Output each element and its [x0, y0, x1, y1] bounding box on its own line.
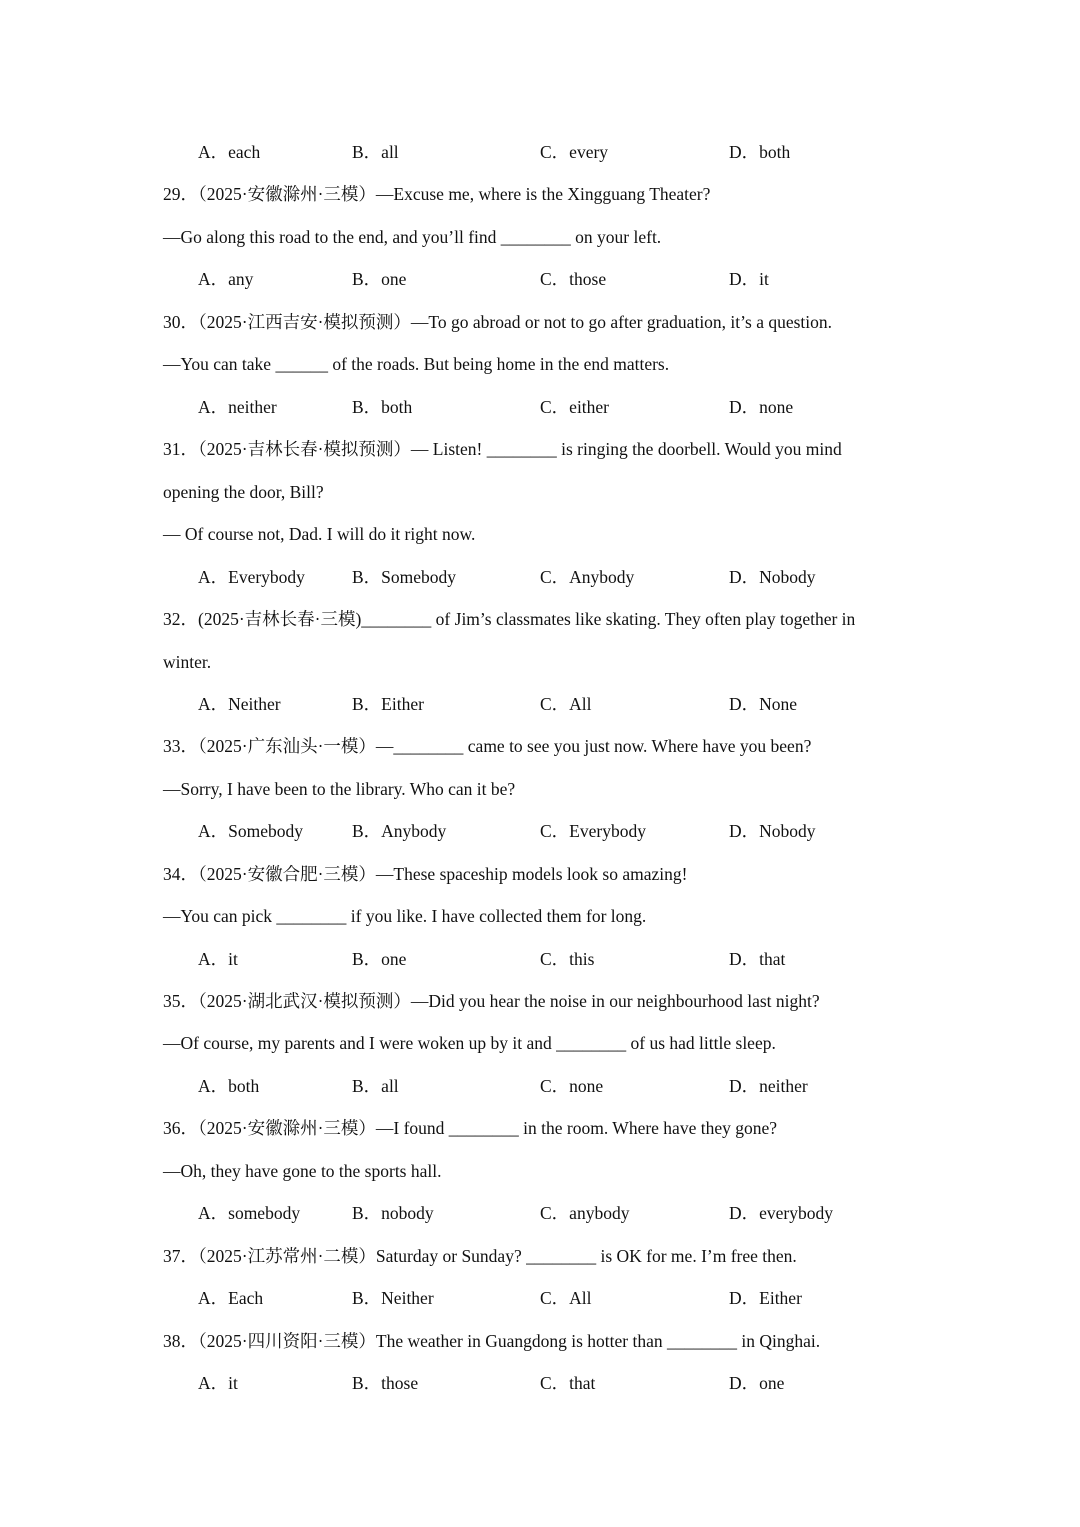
options-row-q31 [198, 566, 1018, 588]
option-c: C．every [540, 142, 609, 162]
options-row-q36 [198, 1202, 1018, 1224]
option-d: D．Nobody [729, 821, 816, 841]
option-d: D．neither [729, 1076, 808, 1096]
option-c: C．All [540, 694, 592, 714]
option-d: D．both [729, 142, 791, 162]
option-d: D．none [729, 397, 794, 417]
option-a: A．both [198, 1076, 260, 1096]
question-34-line-1: 34．（2025·安徽合肥·三模）—These spaceship models look so amazing! [163, 864, 688, 884]
option-a: A．Neither [198, 694, 281, 714]
option-b: B．Anybody [352, 821, 447, 841]
option-d: D．None [729, 694, 798, 714]
option-c: C．this [540, 949, 595, 969]
option-b: B．all [352, 142, 399, 162]
option-d: D．everybody [729, 1203, 834, 1223]
options-row-q35 [198, 1075, 1018, 1097]
option-b: B．Somebody [352, 567, 457, 587]
question-33-line-1: 33．（2025·广东汕头·一模）—________ came to see you just now. Where have you been? [163, 736, 812, 756]
question-33-line-2: —Sorry, I have been to the library. Who can it be? [163, 779, 516, 799]
options-row-q28 [198, 141, 1018, 163]
option-b: B．Neither [352, 1288, 434, 1308]
option-d: D．one [729, 1373, 785, 1393]
option-b: B．those [352, 1373, 419, 1393]
option-b: B．one [352, 269, 407, 289]
option-c: C．All [540, 1288, 592, 1308]
option-d: D．Either [729, 1288, 802, 1308]
options-row-q32 [198, 693, 1018, 715]
option-c: C．Everybody [540, 821, 646, 841]
options-row-q30 [198, 396, 1018, 418]
question-34-line-2: —You can pick ________ if you like. I have collected them for long. [163, 906, 647, 926]
options-row-q37 [198, 1287, 1018, 1309]
question-35-line-1: 35．（2025·湖北武汉·模拟预测）—Did you hear the noise in our neighbourhood last night? [163, 991, 820, 1011]
option-a: A．Everybody [198, 567, 305, 587]
options-row-q38 [198, 1372, 1018, 1394]
question-37-line-1: 37．（2025·江苏常州·二模）Saturday or Sunday? ________ is OK for me. I’m free then. [163, 1246, 797, 1266]
question-31-line-2: opening the door, Bill? [163, 482, 324, 502]
option-a: A．somebody [198, 1203, 301, 1223]
option-b: B．Either [352, 694, 424, 714]
option-d: D．Nobody [729, 567, 816, 587]
option-a: A．neither [198, 397, 277, 417]
option-b: B．nobody [352, 1203, 434, 1223]
question-29-line-1: 29．（2025·安徽滁州·三模）—Excuse me, where is the Xingguang Theater? [163, 184, 711, 204]
options-row-q33 [198, 820, 1018, 842]
question-32-line-1: 32．(2025·吉林长春·三模)________ of Jim’s classmates like skating. They often play together in [163, 609, 856, 629]
options-row-q29 [198, 268, 1018, 290]
option-a: A．Each [198, 1288, 264, 1308]
option-a: A．it [198, 1373, 238, 1393]
question-29-line-2: —Go along this road to the end, and you’ll find ________ on your left. [163, 227, 662, 247]
option-a: A．Somebody [198, 821, 303, 841]
option-a: A．any [198, 269, 254, 289]
option-c: C．that [540, 1373, 596, 1393]
option-d: D．it [729, 269, 769, 289]
option-c: C．either [540, 397, 610, 417]
question-38-line-1: 38．（2025·四川资阳·三模）The weather in Guangdong is hotter than ________ in Qinghai. [163, 1331, 821, 1351]
option-d: D．that [729, 949, 786, 969]
question-35-line-2: —Of course, my parents and I were woken up by it and ________ of us had little sleep. [163, 1033, 776, 1053]
option-a: A．each [198, 142, 261, 162]
question-36-line-2: —Oh, they have gone to the sports hall. [163, 1161, 442, 1181]
question-30-line-2: —You can take ______ of the roads. But being home in the end matters. [163, 354, 670, 374]
option-b: B．both [352, 397, 413, 417]
option-c: C．none [540, 1076, 604, 1096]
option-c: C．anybody [540, 1203, 630, 1223]
option-b: B．all [352, 1076, 399, 1096]
question-32-line-2: winter. [163, 652, 212, 672]
question-30-line-1: 30．（2025·江西吉安·模拟预测）—To go abroad or not to go after graduation, it’s a question. [163, 312, 833, 332]
options-row-q34 [198, 948, 1018, 970]
question-36-line-1: 36．（2025·安徽滁州·三模）—I found ________ in the room. Where have they gone? [163, 1118, 778, 1138]
question-31-line-3: — Of course not, Dad. I will do it right now. [163, 524, 476, 544]
option-c: C．Anybody [540, 567, 635, 587]
option-b: B．one [352, 949, 407, 969]
option-c: C．those [540, 269, 607, 289]
option-a: A．it [198, 949, 238, 969]
question-31-line-1: 31．（2025·吉林长春·模拟预测）— Listen! ________ is ringing the doorbell. Would you mind [163, 439, 842, 459]
